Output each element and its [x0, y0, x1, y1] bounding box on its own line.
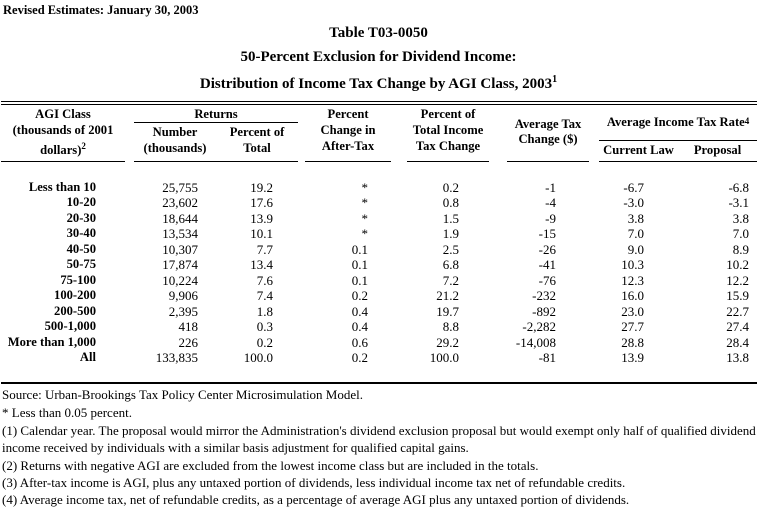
- cell-gap: [298, 226, 305, 241]
- cell-gap: [125, 226, 134, 241]
- cell-gap: [589, 257, 599, 272]
- footnote-marker-1: 1: [552, 74, 558, 85]
- cell-returns-pct: 7.6: [256, 272, 274, 288]
- footnote-1: (1) Calendar year. The proposal would mirror the Administration's dividend exclusion proposal but would exempt only half of qualified dividend income received by individuals with a similar basis adjustment for qualified capital gains.: [2, 423, 756, 456]
- table-row: [1, 211, 757, 226]
- cell-returns-pct: 7.7: [256, 241, 274, 257]
- header-agi-class: [1, 103, 125, 162]
- cell-gap: [589, 242, 599, 257]
- cell-rate-proposal: -3.1: [728, 195, 750, 211]
- cell-pct-change-after-tax: 0.4: [351, 303, 369, 319]
- cell-returns-pct: 0.2: [256, 334, 274, 350]
- cell-rate-proposal: 28.4: [726, 334, 750, 350]
- cell-rate-current-law: 27.7: [621, 319, 645, 335]
- cell-pct-change-after-tax: *: [361, 210, 369, 226]
- tax-distribution-table: [1, 101, 757, 384]
- cell-avg-tax-change: -81: [538, 349, 557, 365]
- cell-avg-tax-change: -9: [545, 210, 557, 226]
- cell-avg-tax-change: -14,008: [515, 334, 557, 350]
- cell-gap: [489, 288, 507, 303]
- cell-gap: [391, 273, 407, 288]
- cell-pct-change-after-tax: *: [361, 195, 369, 211]
- cell-rate-current-law: 12.3: [621, 272, 645, 288]
- cell-pct-total-income-tax-change: 19.7: [436, 303, 460, 319]
- table-subtitle-2: [0, 71, 757, 93]
- footnote-source: Source: Urban-Brookings Tax Policy Center Microsimulation Model.: [2, 387, 363, 403]
- cell-returns-pct: 1.8: [256, 303, 274, 319]
- footnote-4: (4) Average income tax, net of refundable credits, as a percentage of average AGI plus any untaxed portion of dividends.: [2, 492, 630, 508]
- cell-rate-current-law: 16.0: [621, 288, 645, 304]
- cell-gap: [125, 211, 134, 226]
- cell-rate-proposal: 12.2: [726, 272, 750, 288]
- cell-avg-tax-change: -232: [532, 288, 557, 304]
- table-row: [1, 226, 757, 241]
- cell-agi-class: 10-20: [66, 195, 96, 210]
- cell-returns-pct: 13.4: [250, 257, 274, 273]
- header-gap: [125, 103, 134, 162]
- cell-returns-number: 10,224: [162, 272, 198, 288]
- cell-pct-change-after-tax: 0.2: [351, 349, 369, 365]
- cell-returns-number: 25,755: [162, 180, 198, 195]
- cell-avg-tax-change: -4: [545, 195, 557, 211]
- cell-rate-proposal: 3.8: [732, 210, 750, 226]
- cell-agi-class: 200-500: [54, 303, 96, 318]
- cell-gap: [125, 335, 134, 350]
- cell-gap: [298, 273, 305, 288]
- cell-agi-class: 50-75: [66, 257, 96, 272]
- cell-gap: [391, 226, 407, 241]
- table-row: [1, 304, 757, 319]
- cell-avg-tax-change: -76: [538, 272, 557, 288]
- cell-rate-current-law: 23.0: [621, 303, 645, 319]
- cell-gap: [489, 162, 507, 196]
- cell-pct-total-income-tax-change: 0.8: [442, 195, 460, 211]
- cell-rate-proposal: 22.7: [726, 303, 750, 319]
- cell-rate-proposal: -6.8: [728, 180, 750, 195]
- cell-returns-pct: 10.1: [250, 226, 274, 242]
- cell-rate-current-law: 9.0: [627, 241, 645, 257]
- cell-gap: [125, 195, 134, 210]
- cell-rate-proposal: 15.9: [726, 288, 750, 304]
- cell-gap: [489, 226, 507, 241]
- cell-pct-total-income-tax-change: 7.2: [442, 272, 460, 288]
- cell-agi-class: Less than 10: [28, 180, 96, 194]
- cell-gap: [489, 211, 507, 226]
- cell-rate-current-law: 13.9: [621, 349, 645, 365]
- cell-avg-tax-change: -15: [538, 226, 557, 242]
- table-row: [1, 195, 757, 210]
- table-row: [1, 257, 757, 272]
- cell-gap: [125, 288, 134, 303]
- cell-avg-tax-change: -1: [545, 180, 557, 195]
- footnote-3: (3) After-tax income is AGI, plus any untaxed portion of dividends, less individual income tax net of refundable credits.: [2, 474, 626, 490]
- cell-returns-number: 418: [178, 319, 198, 335]
- cell-pct-change-after-tax: 0.4: [351, 319, 369, 335]
- header-returns-number: Number (thousands): [143, 125, 207, 155]
- cell-pct-total-income-tax-change: 1.9: [442, 226, 460, 242]
- cell-gap: [489, 335, 507, 350]
- header-agi-class-line3: dollars)$^2$: [40, 140, 86, 157]
- cell-rate-proposal: 7.0: [732, 226, 750, 242]
- table-row: [1, 273, 757, 288]
- header-percent-total-income-tax-change: Percent of Total Income Tax Change: [407, 103, 489, 162]
- header-average-income-tax-rate-label: Average Income Tax Rate 4: [599, 105, 757, 141]
- cell-gap: [391, 304, 407, 319]
- header-gap: [589, 103, 599, 162]
- cell-pct-change-after-tax: 0.1: [351, 257, 369, 273]
- cell-gap: [125, 257, 134, 272]
- cell-pct-total-income-tax-change: 100.0: [429, 349, 460, 365]
- cell-pct-change-after-tax: 0.6: [351, 334, 369, 350]
- cell-avg-tax-change: -26: [538, 241, 557, 257]
- cell-gap: [298, 350, 305, 383]
- cell-agi-class: 40-50: [66, 241, 96, 256]
- cell-returns-pct: 7.4: [256, 288, 274, 304]
- cell-pct-total-income-tax-change: 29.2: [436, 334, 460, 350]
- cell-rate-proposal: 8.9: [732, 241, 750, 257]
- cell-agi-class: 30-40: [66, 226, 96, 241]
- cell-rate-proposal: 27.4: [726, 319, 750, 335]
- cell-gap: [298, 304, 305, 319]
- cell-returns-number: 10,307: [162, 241, 198, 257]
- cell-gap: [489, 319, 507, 334]
- cell-gap: [298, 319, 305, 334]
- cell-gap: [391, 350, 407, 383]
- cell-returns-number: 13,534: [162, 226, 198, 242]
- table-number-title: Table T03-0050: [329, 25, 428, 41]
- cell-gap: [298, 195, 305, 210]
- cell-gap: [391, 257, 407, 272]
- table-row: [1, 288, 757, 303]
- cell-gap: [298, 288, 305, 303]
- footnote-asterisk: * Less than 0.05 percent.: [2, 404, 132, 420]
- cell-gap: [489, 350, 507, 383]
- cell-pct-total-income-tax-change: 8.8: [442, 319, 460, 335]
- cell-gap: [125, 242, 134, 257]
- header-percent-change-after-tax: Percent Change in After-Tax: [305, 103, 391, 162]
- cell-gap: [589, 211, 599, 226]
- cell-returns-number: 226: [178, 334, 198, 350]
- cell-returns-pct: 17.6: [250, 195, 274, 211]
- cell-gap: [391, 288, 407, 303]
- footnotes: [2, 386, 757, 508]
- subtitle-2-text: Distribution of Income Tax Change by AGI Class, 2003: [199, 76, 553, 92]
- header-proposal: Proposal: [693, 143, 742, 157]
- header-gap: [489, 103, 507, 162]
- footnote-marker-2: 2: [81, 140, 86, 151]
- table-row: [1, 335, 757, 350]
- cell-gap: [489, 304, 507, 319]
- cell-gap: [589, 226, 599, 241]
- cell-gap: [589, 350, 599, 383]
- revised-estimates-note: Revised Estimates: January 30, 2003: [3, 3, 199, 17]
- cell-gap: [589, 273, 599, 288]
- cell-returns-number: 23,602: [162, 195, 198, 211]
- header-current-law: Current Law: [603, 143, 674, 157]
- cell-returns-number: 2,395: [168, 303, 198, 319]
- cell-gap: [125, 350, 134, 383]
- footnote-marker-4: 4: [744, 115, 750, 126]
- cell-gap: [489, 273, 507, 288]
- table-row: [1, 350, 757, 383]
- table-row: [1, 242, 757, 257]
- cell-pct-change-after-tax: *: [361, 180, 369, 195]
- cell-returns-number: 18,644: [162, 210, 198, 226]
- cell-pct-total-income-tax-change: 1.5: [442, 210, 460, 226]
- cell-gap: [298, 335, 305, 350]
- cell-pct-total-income-tax-change: 6.8: [442, 257, 460, 273]
- cell-gap: [489, 242, 507, 257]
- cell-gap: [391, 319, 407, 334]
- cell-rate-proposal: 10.2: [726, 257, 750, 273]
- cell-avg-tax-change: -2,282: [522, 319, 557, 335]
- cell-gap: [589, 195, 599, 210]
- cell-returns-number: 9,906: [168, 288, 198, 304]
- cell-rate-current-law: 10.3: [621, 257, 645, 273]
- cell-agi-class: 20-30: [66, 210, 96, 225]
- cell-returns-pct: 100.0: [243, 349, 274, 365]
- cell-rate-current-law: 3.8: [627, 210, 645, 226]
- header-returns-group: [134, 103, 298, 162]
- cell-avg-tax-change: -41: [538, 257, 557, 273]
- cell-gap: [391, 335, 407, 350]
- cell-pct-total-income-tax-change: 21.2: [436, 288, 460, 304]
- cell-pct-change-after-tax: 0.1: [351, 241, 369, 257]
- cell-gap: [298, 211, 305, 226]
- cell-returns-pct: 13.9: [250, 210, 274, 226]
- cell-agi-class: 500-1,000: [44, 319, 96, 334]
- cell-gap: [125, 162, 134, 196]
- footnote-2: (2) Returns with negative AGI are excluded from the lowest income class but are included in the totals.: [2, 457, 539, 473]
- table-row: [1, 162, 757, 196]
- cell-gap: [298, 257, 305, 272]
- cell-returns-number: 17,874: [162, 257, 198, 273]
- cell-gap: [589, 319, 599, 334]
- cell-agi-class: More than 1,000: [7, 334, 96, 349]
- cell-rate-current-law: -6.7: [623, 180, 645, 195]
- cell-gap: [298, 162, 305, 196]
- cell-rate-current-law: 7.0: [627, 226, 645, 242]
- header-gap: [298, 103, 305, 162]
- cell-returns-pct: 19.2: [250, 180, 274, 195]
- header-gap: [391, 103, 407, 162]
- table-subtitle: 50-Percent Exclusion for Dividend Income:: [240, 49, 517, 65]
- cell-gap: [125, 319, 134, 334]
- cell-rate-current-law: -3.0: [623, 195, 645, 211]
- cell-pct-total-income-tax-change: 0.2: [442, 180, 460, 195]
- header-returns-label: Returns: [134, 105, 298, 123]
- cell-pct-total-income-tax-change: 2.5: [442, 241, 460, 257]
- cell-gap: [489, 195, 507, 210]
- cell-gap: [589, 304, 599, 319]
- table-header: [1, 103, 757, 162]
- cell-agi-class: 100-200: [54, 288, 96, 303]
- cell-pct-change-after-tax: *: [361, 226, 369, 242]
- cell-pct-change-after-tax: 0.2: [351, 288, 369, 304]
- cell-pct-change-after-tax: 0.1: [351, 272, 369, 288]
- cell-avg-tax-change: -892: [532, 303, 557, 319]
- cell-gap: [391, 195, 407, 210]
- cell-gap: [125, 273, 134, 288]
- cell-gap: [391, 211, 407, 226]
- cell-rate-current-law: 28.8: [621, 334, 645, 350]
- cell-agi-class: All: [79, 349, 96, 364]
- cell-agi-class: 75-100: [60, 272, 96, 287]
- table-body: [1, 162, 757, 384]
- cell-gap: [298, 242, 305, 257]
- cell-rate-proposal: 13.8: [726, 349, 750, 365]
- cell-returns-pct: 0.3: [256, 319, 274, 335]
- cell-gap: [589, 288, 599, 303]
- header-agi-class-line2: (thousands of 2001: [12, 122, 114, 137]
- cell-gap: [125, 304, 134, 319]
- table-row: [1, 319, 757, 334]
- header-average-income-tax-rate-group: [599, 103, 757, 162]
- cell-gap: [589, 162, 599, 196]
- cell-gap: [391, 162, 407, 196]
- header-agi-class-line1: AGI Class: [35, 107, 91, 121]
- header-average-tax-change: Average Tax Change ($): [507, 103, 589, 162]
- cell-gap: [589, 335, 599, 350]
- header-returns-percent-of-total: Percent of Total: [229, 125, 285, 155]
- cell-returns-number: 133,835: [155, 349, 198, 365]
- cell-gap: [489, 257, 507, 272]
- cell-gap: [391, 242, 407, 257]
